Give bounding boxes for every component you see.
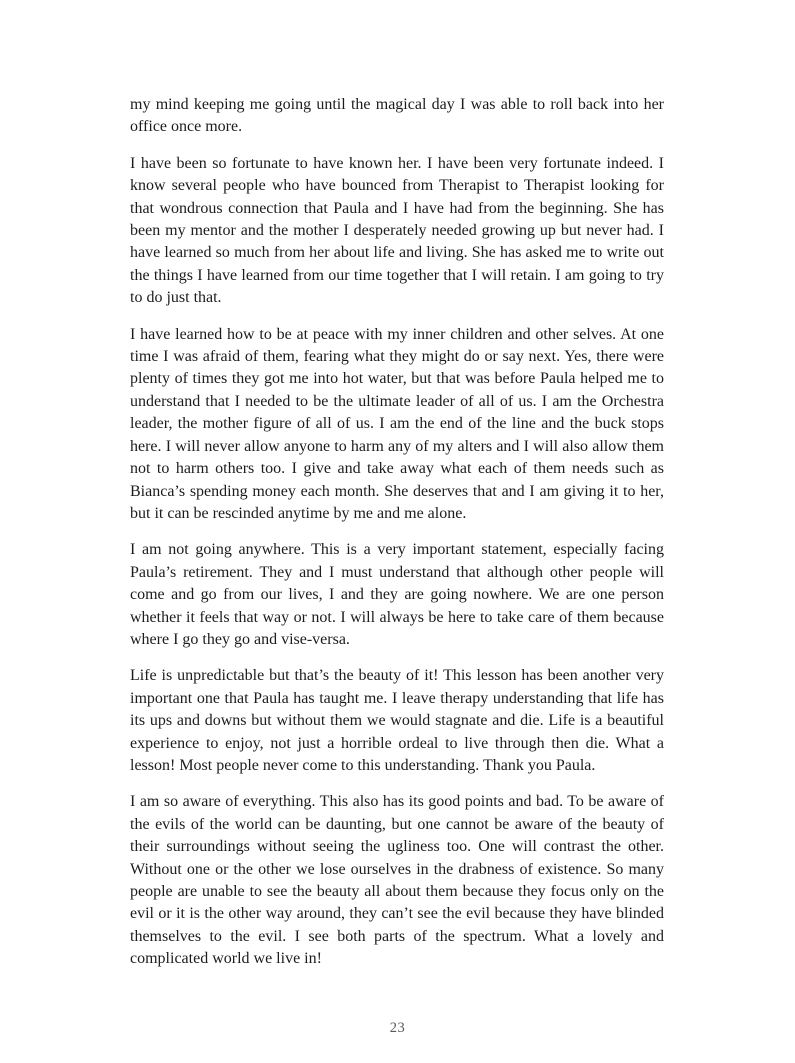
paragraph: I have been so fortunate to have known her. I have been very fortunate indeed. I know several people who have bounced from Therapist to Therapist looking for that wondrous connection that Paula and I have had from the beginning. She has been my mentor and the mother I desperately needed growing up but never had. I have learned so much from her about life and living. She has asked me to write out the things I have learned from our time together that I will retain. I am going to try to do just that. xyxy=(130,154,664,307)
page-footer xyxy=(0,1019,795,1037)
paragraph: I am not going anywhere. This is a very important statement, especially facing Paula’s retirement. They and I must understand that although other people will come and go from our lives, I and they are going nowhere. We are one person whether it feels that way or not. I will always be here to take care of them because where I go they go and vise-versa. xyxy=(130,541,664,648)
paragraph: Life is unpredictable but that’s the beauty of it! This lesson has been another very important one that Paula has taught me. I leave therapy understanding that life has its ups and downs but without them we would stagnate and die. Life is a beautiful experience to enjoy, not just a horrible ordeal to live through then die. What a lesson! Most people never come to this understanding. Thank you Paula. xyxy=(130,667,664,774)
paragraph: my mind keeping me going until the magical day I was able to roll back into her office once more. xyxy=(130,96,664,136)
paragraph: I am so aware of everything. This also has its good points and bad. To be aware of the evils of the world can be daunting, but one cannot be aware of the beauty of their surroundings without seeing the ugliness too. One will contrast the other. Without one or the other we lose ourselves in the drabness of existence. So many people are unable to see the beauty all about them because they focus only on the evil or it is the other way around, they can’t see the evil because they have blinded themselves to the evil. I see both parts of the spectrum. What a lovely and complicated world we live in! xyxy=(130,793,664,968)
paragraph: I have learned how to be at peace with my inner children and other selves. At one time I was afraid of them, fearing what they might do or say next. Yes, there were plenty of times they got me into hot water, but that was before Paula helped me to understand that I needed to be the ultimate leader of all of us. I am the Orchestra leader, the mother figure of all of us. I am the end of the line and the buck stops here. I will never allow anyone to harm any of my alters and I will also allow them not to harm others too. I give and take away what each of them needs such as Bianca’s spending money each month. She deserves that and I am giving it to her, but it can be rescinded anytime by me and me alone. xyxy=(130,325,664,522)
page-number: 23 xyxy=(389,1020,406,1036)
body-text xyxy=(130,94,664,985)
